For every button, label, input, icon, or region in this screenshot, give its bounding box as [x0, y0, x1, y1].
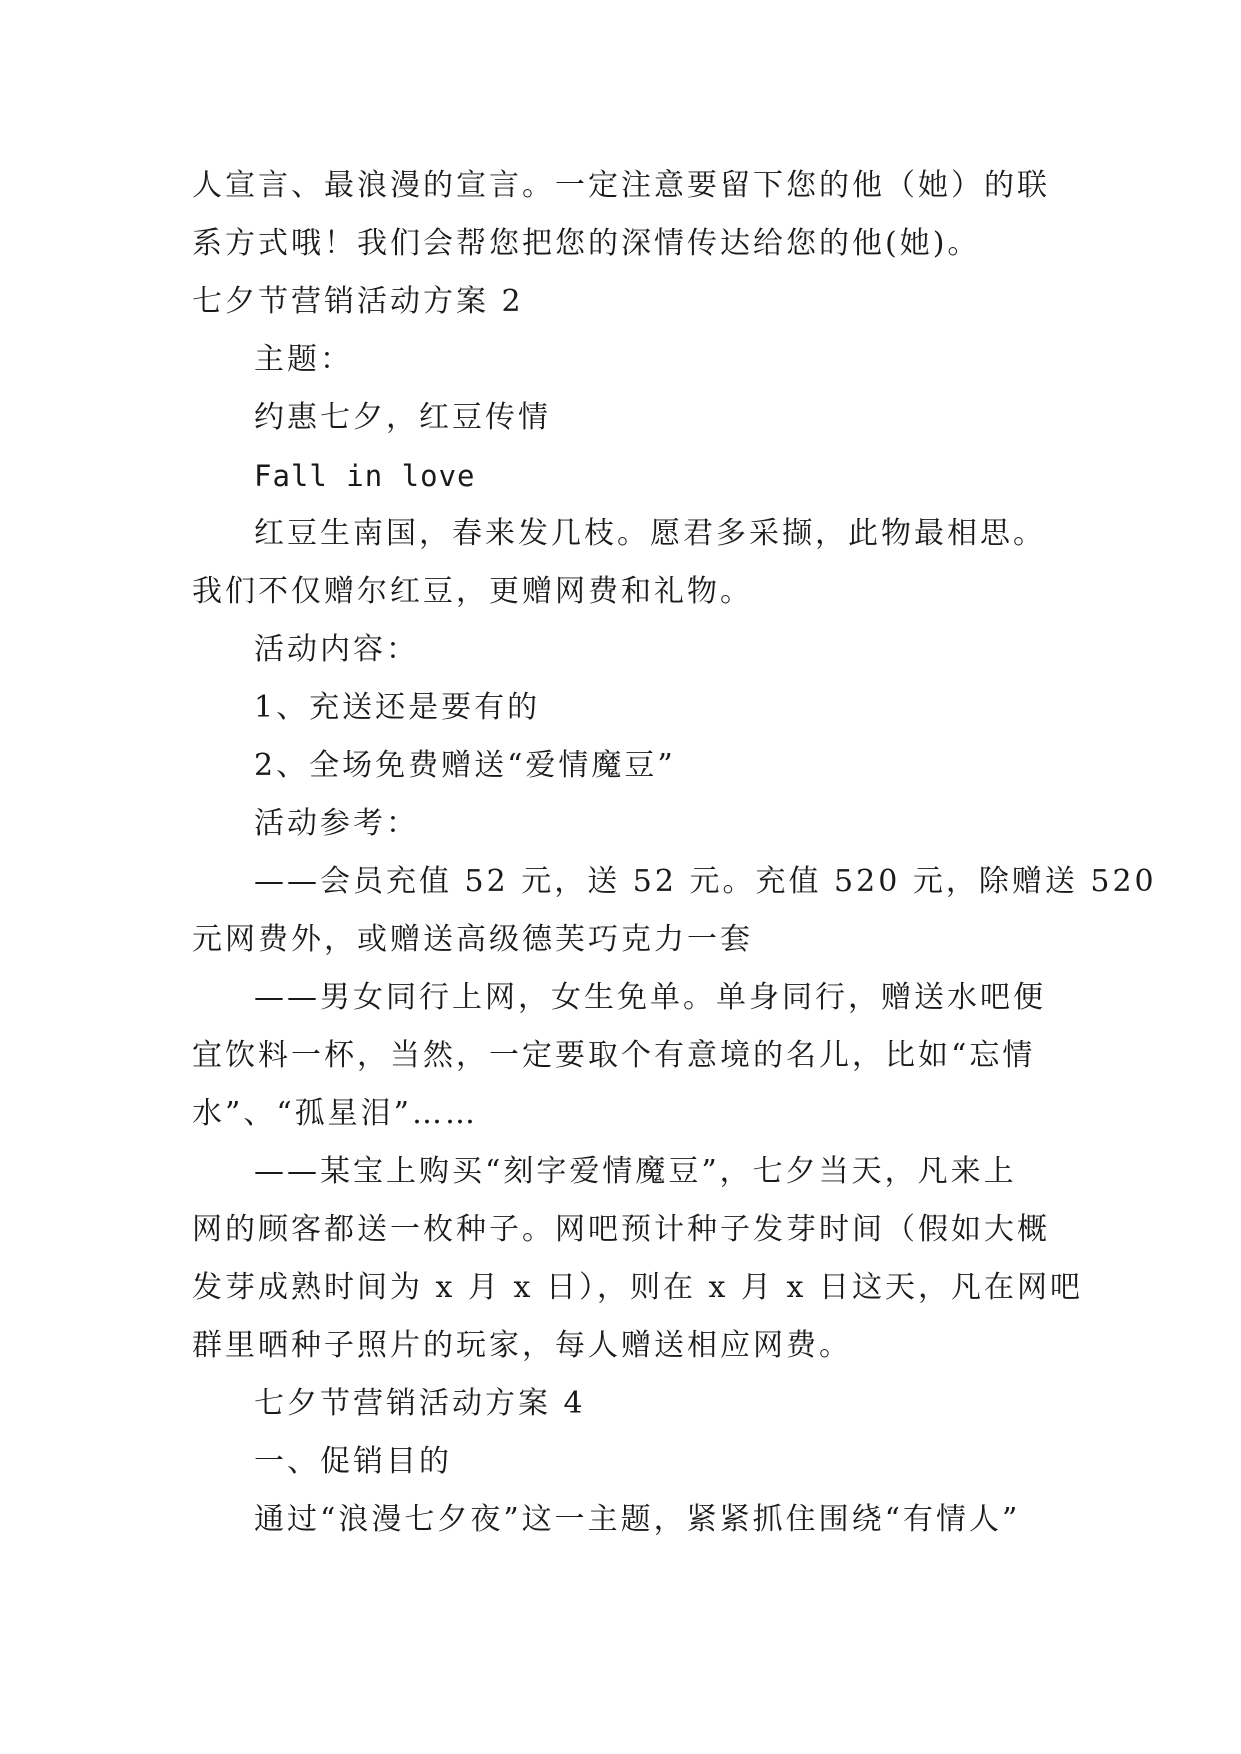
- subsection-heading: 一、促销目的: [254, 1444, 452, 1479]
- section-heading: 七夕节营销活动方案 4: [254, 1386, 586, 1421]
- theme-slogan: 约惠七夕，红豆传情: [254, 400, 551, 435]
- paragraph-line: 发芽成熟时间为 x 月 x 日），则在 x 月 x 日这天，凡在网吧: [192, 1270, 1083, 1305]
- section-heading: 七夕节营销活动方案 2: [192, 284, 524, 319]
- paragraph-line: ——会员充值 52 元，送 52 元。充值 520 元，除赠送 520: [254, 864, 1157, 899]
- paragraph-line: 宜饮料一杯，当然，一定要取个有意境的名儿，比如“忘情: [192, 1038, 1036, 1073]
- paragraph-line: 水”、“孤星泪”……: [192, 1096, 479, 1131]
- paragraph-line: 红豆生南国，春来发几枝。愿君多采撷，此物最相思。: [254, 516, 1046, 551]
- paragraph-line: ——男女同行上网，女生免单。单身同行，赠送水吧便: [254, 980, 1046, 1015]
- paragraph-line: ——某宝上购买“刻字爱情魔豆”，七夕当天，凡来上: [254, 1154, 1017, 1189]
- paragraph-line: 群里晒种子照片的玩家，每人赠送相应网费。: [192, 1328, 852, 1363]
- activity-content-label: 活动内容：: [254, 632, 419, 667]
- paragraph-line: 人宣言、最浪漫的宣言。一定注意要留下您的他（她）的联: [192, 168, 1050, 203]
- paragraph-line: 元网费外，或赠送高级德芙巧克力一套: [192, 922, 753, 957]
- paragraph-line: 通过“浪漫七夕夜”这一主题，紧紧抓住围绕“有情人”: [254, 1502, 1021, 1537]
- activity-reference-label: 活动参考：: [254, 806, 419, 841]
- english-slogan: Fall in love: [254, 459, 476, 493]
- list-item: 1、充送还是要有的: [254, 690, 541, 725]
- theme-label: 主题：: [254, 342, 353, 377]
- paragraph-line: 我们不仅赠尔红豆，更赠网费和礼物。: [192, 574, 753, 609]
- list-item: 2、全场免费赠送“爱情魔豆”: [254, 748, 676, 783]
- paragraph-line: 系方式哦！我们会帮您把您的深情传达给您的他(她)。: [192, 226, 981, 261]
- paragraph-line: 网的顾客都送一枚种子。网吧预计种子发芽时间（假如大概: [192, 1212, 1050, 1247]
